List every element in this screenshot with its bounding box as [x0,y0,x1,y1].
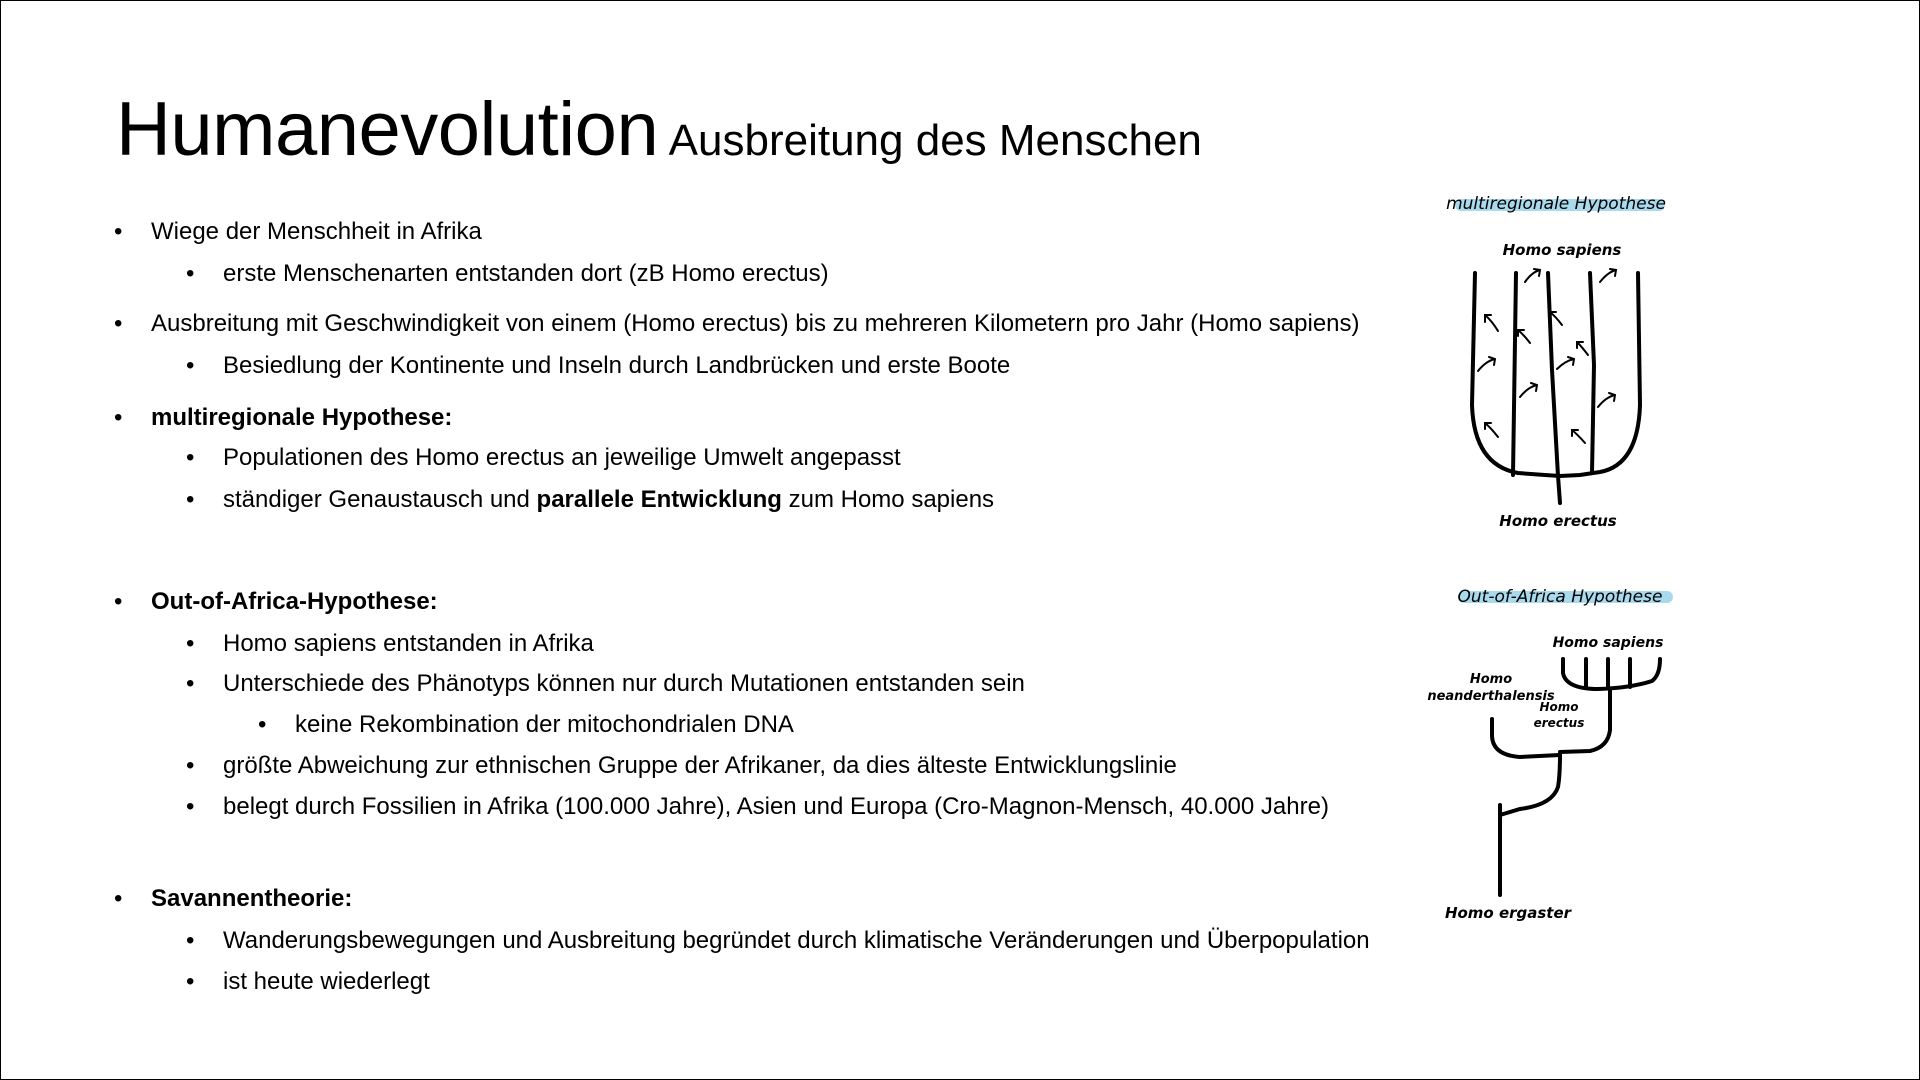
tree-branch-4 [1590,273,1594,473]
subbullet-ooa-2: Unterschiede des Phänotyps können nur durch Mutationen entstanden sein [223,670,1025,697]
arrow [1518,330,1530,343]
bullet-dot: • [186,260,195,287]
bullet-dot: • [114,404,123,431]
arrow [1598,393,1615,407]
bullet-ausbreitung: Ausbreitung mit Geschwindigkeit von einem (Homo erectus) bis zu mehreren Kilometern pro Jahr (Homo sapiens) [151,310,1360,337]
title-main: Humanevolution [116,87,659,172]
subsubbullet-ooa-2a: keine Rekombination der mitochondrialen DNA [295,711,794,738]
arrow [1577,342,1588,355]
subbullet-ooa-1: Homo sapiens entstanden in Afrika [223,630,594,657]
arrow [1600,269,1616,282]
diagram-ooa-label-sapiens: Homo sapiens [1552,635,1664,651]
subbullet-multi-2-bold: parallele Entwicklung [536,486,782,513]
diagram-multiregional [1440,185,1680,535]
arrow [1478,357,1495,371]
bullet-dot: • [186,630,195,657]
diagram-ooa-label-neander-1: Homo [1469,672,1513,687]
tree-branch-2 [1513,273,1516,475]
tree-branch-3 [1548,273,1558,476]
diagram-ooa-label-ergaster: Homo ergaster [1444,904,1572,922]
subbullet-multi-1: Populationen des Homo erectus an jeweilige Umwelt angepasst [223,444,901,471]
diagram-ooa-title: Out-of-Africa Hypothese [1457,587,1663,607]
tree-trunk [1558,476,1560,503]
subbullet-savanne-2: ist heute wiederlegt [223,968,430,995]
arrow [1520,383,1537,397]
heading-multiregional-text: multiregionale Hypothese: [151,404,453,431]
subbullet-ooa-4: belegt durch Fossilien in Afrika (100.000 Jahre), Asien und Europa (Cro-Magnon-Mensch, 40.000 Jahre) [223,793,1329,820]
bullet-dot: • [186,352,195,379]
bullet-dot: • [186,444,195,471]
subbullet-multi-2-post: zum Homo sapiens [781,486,995,513]
bullet-dot: • [186,793,195,820]
bullet-dot: • [114,588,123,615]
diagram-multiregional-top-label: Homo sapiens [1502,241,1622,259]
heading-multiregional [151,403,452,433]
diagram-ooa-label-erectus-1: Homo [1539,700,1579,714]
tree-extra [1474,259,1476,273]
subbullet-ausbreitung-1: Besiedlung der Kontinente und Inseln durch Landbrücken und erste Boote [223,352,1011,379]
arrow [1485,315,1498,331]
bullet-dot: • [186,968,195,995]
bullet-wiege: Wiege der Menschheit in Afrika [151,218,482,245]
diagram-multiregional-bottom-label: Homo erectus [1499,512,1617,530]
bullet-dot: • [186,486,195,513]
bullet-dot: • [186,752,195,779]
neander-join [1492,719,1560,815]
arrow [1525,269,1540,282]
bullet-dot: • [114,310,123,337]
tree-lines [1472,256,1640,503]
heading-out-of-africa [151,587,438,617]
heading-savannentheorie-text: Savannentheorie: [151,885,353,912]
subbullet-ooa-3: größte Abweichung zur ethnischen Gruppe der Afrikaner, da dies älteste Entwicklungslinie [223,752,1177,779]
heading-out-of-africa-text: Out-of-Africa-Hypothese: [151,588,438,615]
bullet-dot: • [114,885,123,912]
diagram-ooa-label-erectus-2: erectus [1533,716,1585,730]
bullet-dot: • [258,711,267,738]
diagram-ooa-label-neander-2: neanderthalensis [1427,689,1555,704]
slide-title [116,87,1202,172]
subbullet-savanne-1: Wanderungsbewegungen und Ausbreitung begründet durch klimatische Veränderungen und Überpopulation [223,927,1370,954]
subbullet-multi-2-pre: ständiger Genaustausch und [223,486,537,513]
arrow [1485,423,1498,437]
diagram-out-of-africa [1420,575,1700,935]
bullet-dot: • [114,218,123,245]
subbullet-wiege-1: erste Menschenarten entstanden dort (zB Homo erectus) [223,260,829,287]
diagram-multiregional-title: multiregionale Hypothese [1446,194,1666,214]
title-subtitle: Ausbreitung des Menschen [668,116,1202,165]
bullet-dot: • [186,927,195,954]
arrow [1557,357,1574,369]
sapiens-crown [1563,659,1660,689]
heading-savannentheorie [151,884,352,914]
bullet-dot: • [186,670,195,697]
subbullet-multi-2 [223,485,994,515]
arrow [1572,430,1585,443]
